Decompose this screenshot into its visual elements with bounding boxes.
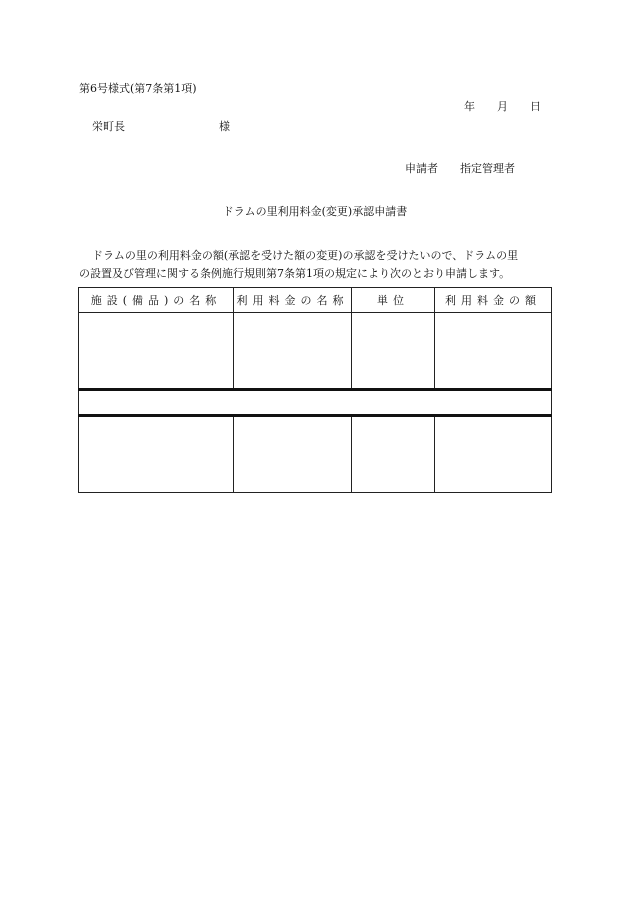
date-year-label: 年 (464, 100, 475, 113)
applicant-designation: 指定管理者 (460, 162, 515, 175)
table-cell[interactable] (234, 313, 352, 390)
table-cell[interactable] (435, 313, 552, 390)
addressee-title: 栄町長 (92, 120, 125, 133)
table-cell[interactable] (435, 416, 552, 493)
body-line-1: ドラムの里の利用料金の額(承認を受けた額の変更)の承認を受けたいので、ドラムの里 (92, 249, 519, 262)
date-line (464, 101, 541, 112)
header-fee-amount: 利用料金の額 (435, 288, 552, 313)
table-header-row (79, 288, 552, 313)
table-cell[interactable] (352, 416, 435, 493)
addressee (92, 120, 230, 133)
table-separator-row (79, 390, 552, 416)
table-row (79, 313, 552, 390)
body-text (79, 247, 559, 283)
header-fee-name: 利用料金の名称 (234, 288, 352, 313)
table-cell[interactable] (79, 416, 234, 493)
date-month-label: 月 (497, 100, 508, 113)
applicant (405, 163, 515, 174)
header-unit: 単位 (352, 288, 435, 313)
document-title: ドラムの里利用料金(変更)承認申請書 (222, 205, 408, 218)
form-number: 第6号様式(第7条第1項) (79, 82, 197, 95)
table-separator-cell (79, 390, 552, 416)
date-day-label: 日 (530, 100, 541, 113)
table-cell[interactable] (234, 416, 352, 493)
header-facility-name: 施設(備品)の名称 (79, 288, 234, 313)
addressee-honorific: 様 (219, 120, 230, 133)
table-cell[interactable] (79, 313, 234, 390)
table-row (79, 416, 552, 493)
applicant-label: 申請者 (405, 162, 438, 175)
body-line-2: の設置及び管理に関する条例施行規則第7条第1項の規定により次のとおり申請します。 (79, 267, 511, 280)
table-cell[interactable] (352, 313, 435, 390)
fee-table (78, 287, 552, 493)
